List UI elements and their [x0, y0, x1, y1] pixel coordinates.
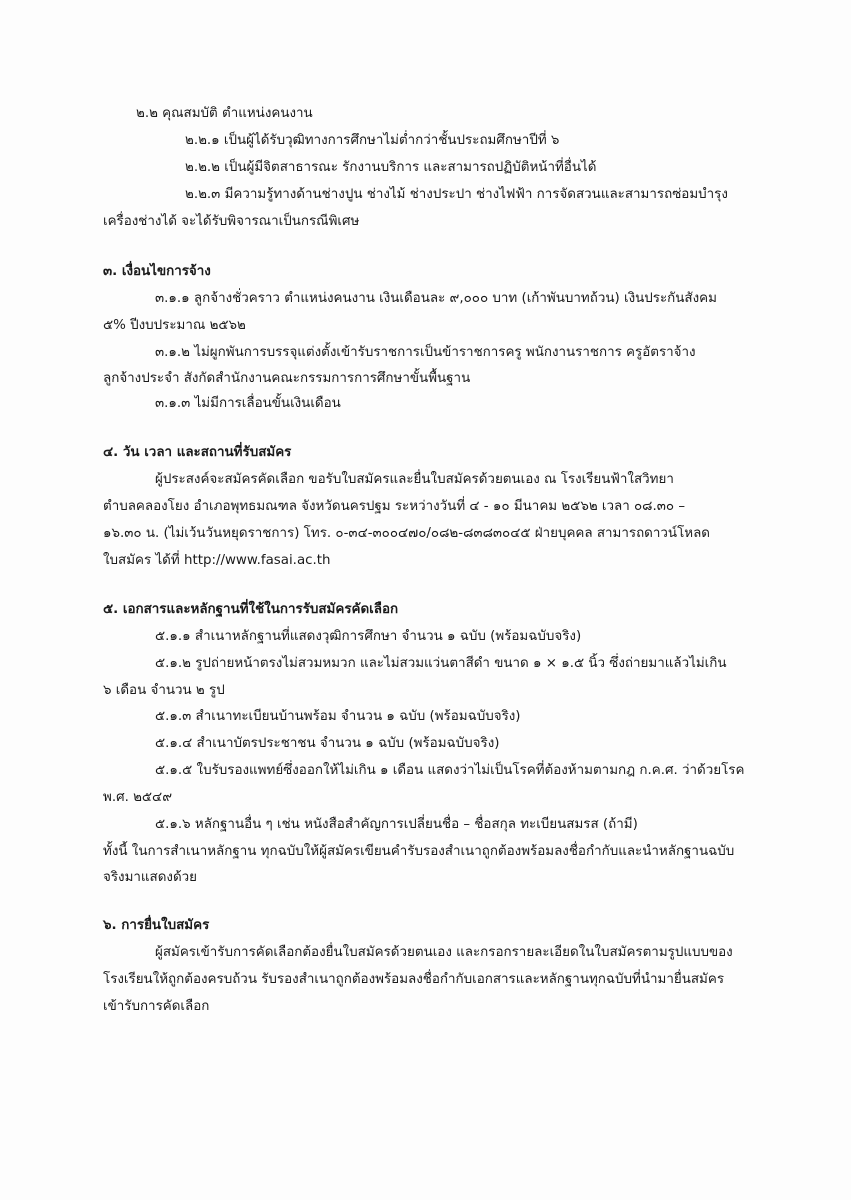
- section-2-2-item-3-continued: เครื่องช่างได้ จะได้รับพิจารณาเป็นกรณีพิเศษ: [103, 214, 360, 229]
- section-3-item-2-continued: ลูกจ้างประจำ สังกัดสำนักงานคณะกรรมการการศึกษาขั้นพื้นฐาน: [103, 371, 471, 386]
- section-3-item-1-continued: ๕% ปีงบประมาณ ๒๕๖๒: [103, 318, 246, 333]
- section-5-heading: ๕. เอกสารและหลักฐานที่ใช้ในการรับสมัครคัดเลือก: [103, 602, 399, 617]
- section-3-item-3: ๓.๑.๓ ไม่มีการเลื่อนขั้นเงินเดือน: [155, 396, 341, 411]
- section-5-item-3: ๕.๑.๓ สำเนาทะเบียนบ้านพร้อม จำนวน ๑ ฉบับ (พร้อมฉบับจริง): [155, 709, 521, 724]
- section-3-item-1: ๓.๑.๑ ลูกจ้างชั่วคราว ตำแหน่งคนงาน เงินเดือนละ ๙,๐๐๐ บาท (เก้าพันบาทถ้วน) เงินประกันสังคม: [155, 291, 717, 306]
- section-5-item-5: ๕.๑.๕ ใบรับรองแพทย์ซึ่งออกให้ไม่เกิน ๑ เดือน แสดงว่าไม่เป็นโรคที่ต้องห้ามตามกฎ ก.ค.ศ. ว่าด้วยโรค: [155, 763, 745, 778]
- section-6-paragraph-line-3: เข้ารับการคัดเลือก: [103, 999, 210, 1014]
- section-4-paragraph-line-2: ตำบลคลองโยง อำเภอพุทธมณฑล จังหวัดนครปฐม ระหว่างวันที่ ๔ - ๑๐ มีนาคม ๒๕๖๒ เวลา ๐๘.๓๐ –: [103, 499, 686, 514]
- section-2-2-item-3: ๒.๒.๓ มีความรู้ทางด้านช่างปูน ช่างไม้ ช่างประปา ช่างไฟฟ้า การจัดสวนและสามารถซ่อมบำรุง: [185, 187, 728, 202]
- section-4-heading: ๔. วัน เวลา และสถานที่รับสมัคร: [103, 445, 292, 460]
- section-2-2-title: ๒.๒ คุณสมบัติ ตำแหน่งคนงาน: [136, 106, 313, 121]
- section-6-paragraph-line-2: โรงเรียนให้ถูกต้องครบถ้วน รับรองสำเนาถูกต้องพร้อมลงชื่อกำกับเอกสารและหลักฐานทุกฉบับที่นำมายื่นสมัคร: [103, 972, 725, 987]
- section-6-heading: ๖. การยื่นใบสมัคร: [103, 918, 210, 933]
- section-4-paragraph-line-4: ใบสมัคร ได้ที่ http://www.fasai.ac.th: [103, 553, 331, 568]
- section-5-item-1: ๕.๑.๑ สำเนาหลักฐานที่แสดงวุฒิการศึกษา จำนวน ๑ ฉบับ (พร้อมฉบับจริง): [155, 629, 582, 644]
- section-2-2-item-2: ๒.๒.๒ เป็นผู้มีจิตสาธารณะ รักงานบริการ และสามารถปฏิบัติหน้าที่อื่นได้: [185, 160, 597, 175]
- section-5-note: ทั้งนี้ ในการสำเนาหลักฐาน ทุกฉบับให้ผู้สมัครเขียนคำรับรองสำเนาถูกต้องพร้อมลงชื่อกำกับและนำหลักฐานฉบับ: [103, 844, 735, 859]
- section-5-note-continued: จริงมาแสดงด้วย: [103, 870, 198, 885]
- section-3-item-2: ๓.๑.๒ ไม่ผูกพันการบรรจุแต่งตั้งเข้ารับราชการเป็นข้าราชการครู พนักงานราชการ ครูอัตราจ้าง: [155, 345, 696, 360]
- section-4-paragraph-line-3: ๑๖.๓๐ น. (ไม่เว้นวันหยุดราชการ) โทร. ๐-๓๔-๓๐๐๔๗๐/๐๘๒-๘๓๘๓๐๔๕ ฝ่ายบุคคล สามารถดาวน์โหลด: [103, 526, 710, 541]
- section-5-item-4: ๕.๑.๔ สำเนาบัตรประชาชน จำนวน ๑ ฉบับ (พร้อมฉบับจริง): [155, 736, 500, 751]
- section-5-item-2-continued: ๖ เดือน จำนวน ๒ รูป: [103, 683, 225, 698]
- section-5-item-5-continued: พ.ศ. ๒๕๔๙: [103, 790, 172, 805]
- section-5-item-6: ๕.๑.๖ หลักฐานอื่น ๆ เช่น หนังสือสำคัญการเปลี่ยนชื่อ – ชื่อสกุล ทะเบียนสมรส (ถ้ามี): [155, 817, 638, 832]
- section-6-paragraph-line-1: ผู้สมัครเข้ารับการคัดเลือกต้องยื่นใบสมัครด้วยตนเอง และกรอกรายละเอียดในใบสมัครตามรูปแบบของ: [155, 945, 733, 960]
- section-3-heading: ๓. เงื่อนไขการจ้าง: [103, 264, 211, 279]
- section-4-paragraph-line-1: ผู้ประสงค์จะสมัครคัดเลือก ขอรับใบสมัครและยื่นใบสมัครด้วยตนเอง ณ โรงเรียนฟ้าใสวิทยา: [155, 472, 674, 487]
- section-5-item-2: ๕.๑.๒ รูปถ่ายหน้าตรงไม่สวมหมวก และไม่สวมแว่นตาสีดำ ขนาด ๑ × ๑.๕ นิ้ว ซึ่งถ่ายมาแล้วไม่เกิน: [155, 656, 727, 671]
- section-2-2-item-1: ๒.๒.๑ เป็นผู้ได้รับวุฒิทางการศึกษาไม่ต่ำกว่าชั้นประถมศึกษาปีที่ ๖: [185, 133, 560, 148]
